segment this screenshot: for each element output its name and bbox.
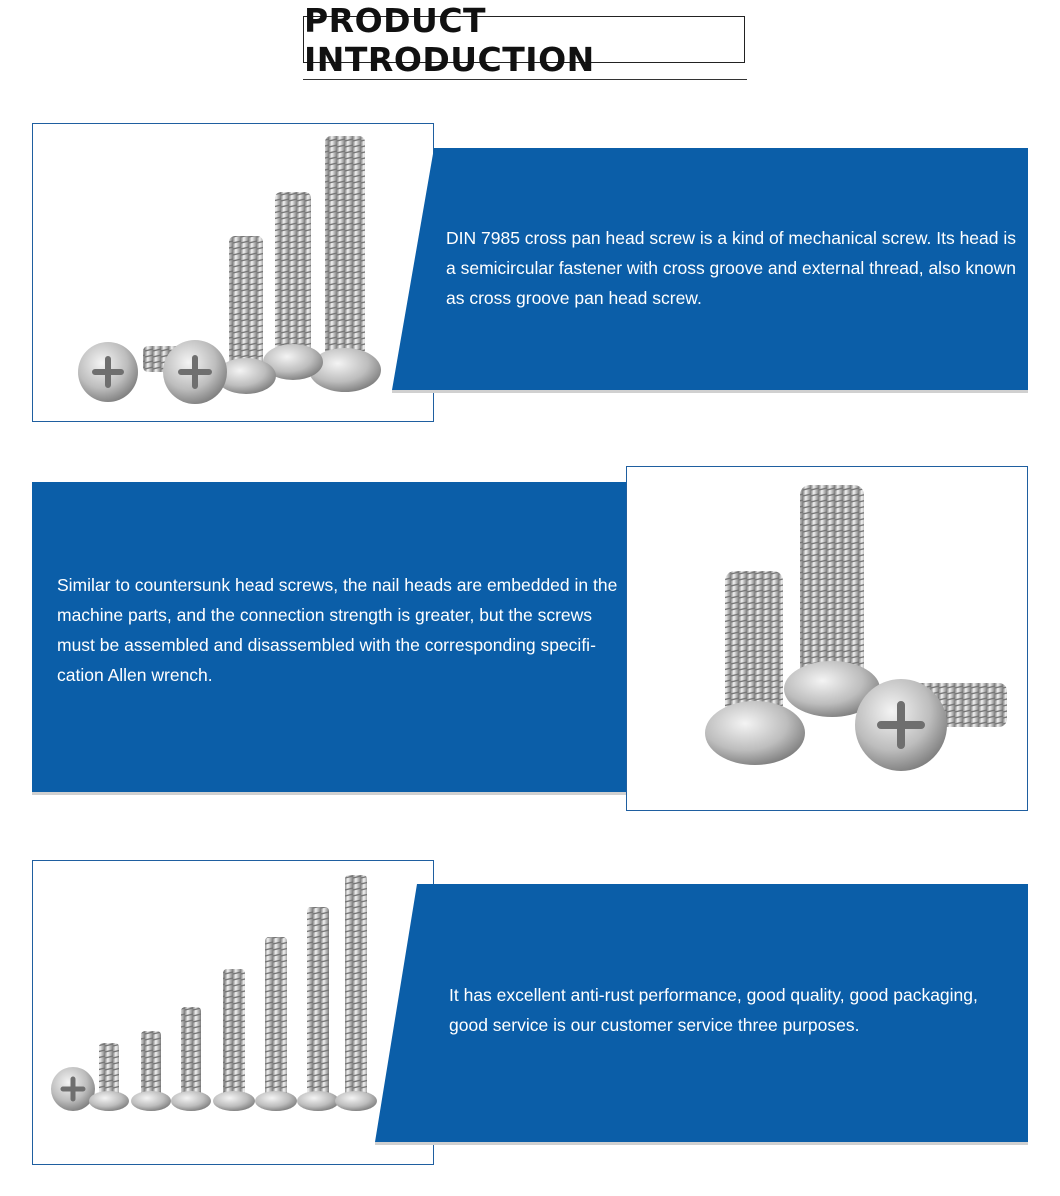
- pan-head-screws-photo-icon: [33, 124, 433, 421]
- title-underline: [303, 79, 747, 80]
- section-2-image: [626, 466, 1028, 811]
- screw-size-range-photo-icon: [33, 861, 433, 1164]
- section-1-image: [32, 123, 434, 422]
- page-title: PRODUCT INTRODUCTION: [304, 0, 595, 79]
- title-box: [303, 0, 745, 79]
- section-3-text: It has excellent anti-rust performance, good quality, good packaging, good service is our customer service three purposes.: [449, 985, 978, 1035]
- section-3-image: [32, 860, 434, 1165]
- section-1-text: DIN 7985 cross pan head screw is a kind of mechanical screw. Its head is a semicircular fastener with cross groove and external thread, also known as cross groove pan head screw.: [446, 228, 1016, 308]
- pan-head-screws-closeup-photo-icon: [627, 467, 1027, 810]
- section-2-banner: [32, 482, 692, 797]
- section-3-banner: [375, 884, 1035, 1146]
- section-1-banner: [392, 148, 1032, 394]
- section-2-text: Similar to countersunk head screws, the nail heads are embedded in the machine parts, and the connection strength is greater, but the screws must be assembled and disassembled with the corresponding specifi-cation Allen wrench.: [57, 575, 618, 685]
